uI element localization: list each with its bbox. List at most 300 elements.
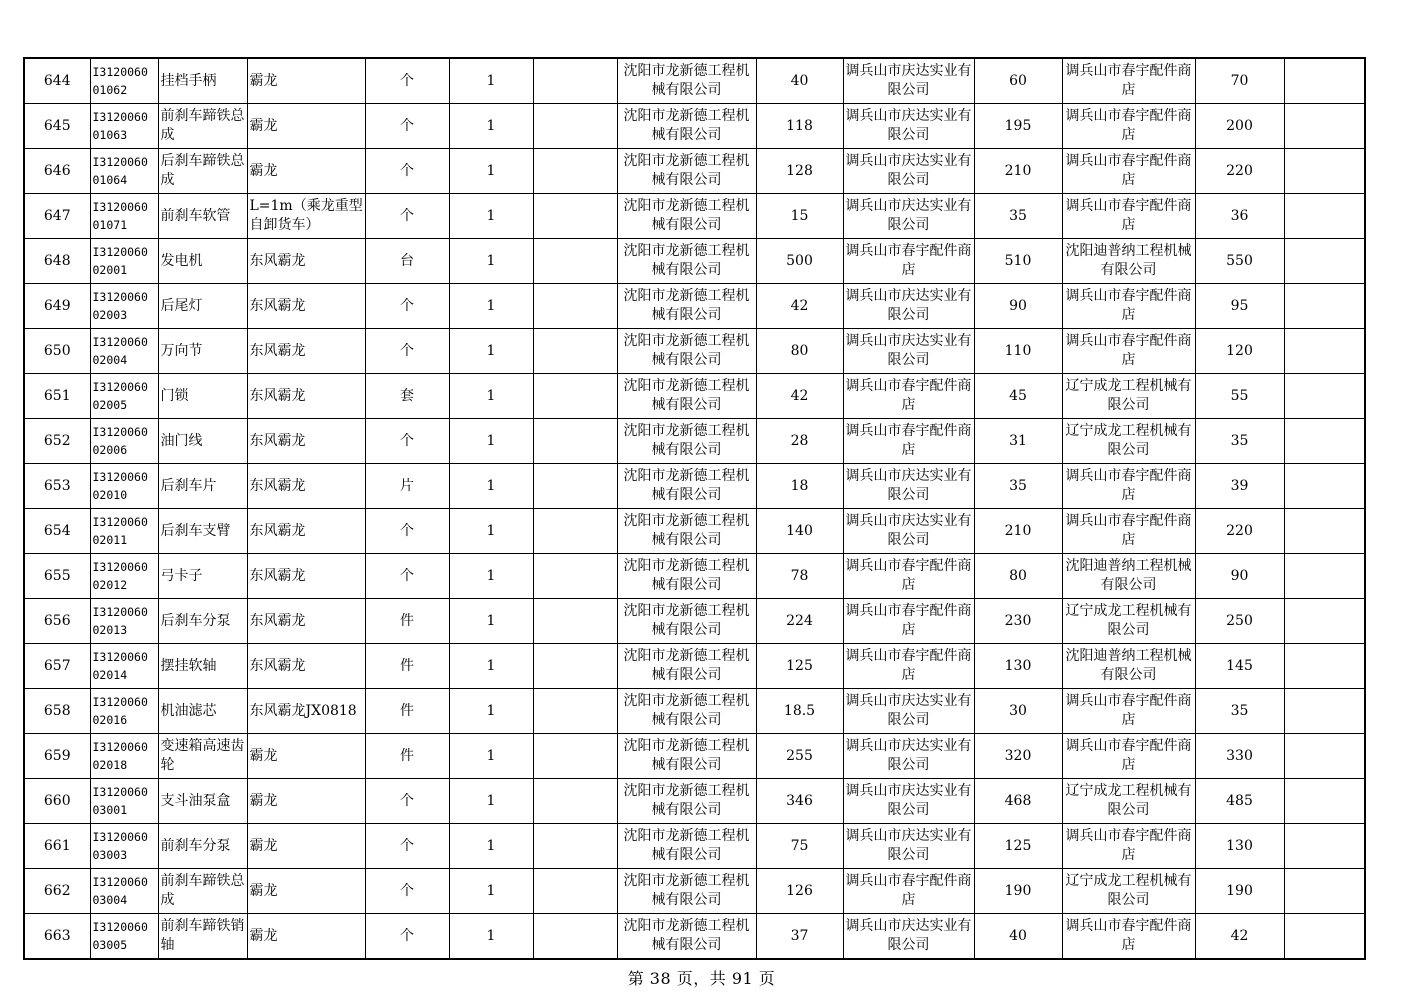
remark-cell: [1284, 464, 1365, 509]
blank-cell: [533, 644, 617, 689]
supplier-3-cell: 辽宁成龙工程机械有限公司: [1062, 419, 1195, 464]
table-row: [24, 824, 1365, 869]
unit-cell: 件: [365, 644, 449, 689]
quantity-cell: 1: [449, 329, 533, 374]
blank-cell: [533, 689, 617, 734]
supplier-1-cell: 沈阳市龙新德工程机械有限公司: [617, 779, 756, 824]
model-cell: 霸龙: [247, 734, 365, 779]
price-1-cell: 80: [756, 329, 843, 374]
price-2-cell: 31: [974, 419, 1062, 464]
remark-cell: [1284, 239, 1365, 284]
table-row: [24, 914, 1365, 960]
item-code-cell: I3120060 03003: [90, 824, 158, 869]
row-number-cell: 647: [24, 194, 90, 239]
supplier-3-cell: 调兵山市春宇配件商店: [1062, 824, 1195, 869]
remark-cell: [1284, 599, 1365, 644]
price-1-cell: 125: [756, 644, 843, 689]
price-1-cell: 118: [756, 104, 843, 149]
table-row: [24, 689, 1365, 734]
row-number-cell: 655: [24, 554, 90, 599]
price-3-cell: 39: [1195, 464, 1284, 509]
price-3-cell: 70: [1195, 58, 1284, 104]
blank-cell: [533, 329, 617, 374]
unit-cell: 个: [365, 419, 449, 464]
price-3-cell: 190: [1195, 869, 1284, 914]
supplier-1-cell: 沈阳市龙新德工程机械有限公司: [617, 824, 756, 869]
price-2-cell: 90: [974, 284, 1062, 329]
price-3-cell: 130: [1195, 824, 1284, 869]
model-cell: 东风霸龙: [247, 374, 365, 419]
model-cell: 东风霸龙: [247, 419, 365, 464]
price-3-cell: 42: [1195, 914, 1284, 960]
price-3-cell: 36: [1195, 194, 1284, 239]
item-name-cell: 前刹车蹄铁总成: [158, 869, 247, 914]
quantity-cell: 1: [449, 149, 533, 194]
supplier-1-cell: 沈阳市龙新德工程机械有限公司: [617, 734, 756, 779]
unit-cell: 个: [365, 509, 449, 554]
price-3-cell: 90: [1195, 554, 1284, 599]
supplier-3-cell: 调兵山市春宇配件商店: [1062, 194, 1195, 239]
supplier-2-cell: 调兵山市庆达实业有限公司: [843, 914, 974, 960]
blank-cell: [533, 194, 617, 239]
price-1-cell: 28: [756, 419, 843, 464]
model-cell: 东风霸龙: [247, 284, 365, 329]
remark-cell: [1284, 554, 1365, 599]
item-code-cell: I3120060 02013: [90, 599, 158, 644]
supplier-2-cell: 调兵山市庆达实业有限公司: [843, 58, 974, 104]
price-1-cell: 500: [756, 239, 843, 284]
remark-cell: [1284, 194, 1365, 239]
price-3-cell: 220: [1195, 509, 1284, 554]
supplier-3-cell: 辽宁成龙工程机械有限公司: [1062, 599, 1195, 644]
price-comparison-table: [23, 57, 1366, 960]
supplier-1-cell: 沈阳市龙新德工程机械有限公司: [617, 914, 756, 960]
supplier-2-cell: 调兵山市庆达实业有限公司: [843, 509, 974, 554]
unit-cell: 个: [365, 194, 449, 239]
price-3-cell: 330: [1195, 734, 1284, 779]
row-number-cell: 644: [24, 58, 90, 104]
price-1-cell: 140: [756, 509, 843, 554]
item-code-cell: I3120060 01064: [90, 149, 158, 194]
supplier-3-cell: 调兵山市春宇配件商店: [1062, 464, 1195, 509]
price-3-cell: 250: [1195, 599, 1284, 644]
model-cell: 霸龙: [247, 104, 365, 149]
remark-cell: [1284, 419, 1365, 464]
supplier-3-cell: 辽宁成龙工程机械有限公司: [1062, 374, 1195, 419]
table-row: [24, 599, 1365, 644]
row-number-cell: 659: [24, 734, 90, 779]
row-number-cell: 645: [24, 104, 90, 149]
supplier-1-cell: 沈阳市龙新德工程机械有限公司: [617, 554, 756, 599]
price-1-cell: 42: [756, 374, 843, 419]
price-2-cell: 210: [974, 509, 1062, 554]
item-code-cell: I3120060 02016: [90, 689, 158, 734]
item-name-cell: 前刹车蹄铁销轴: [158, 914, 247, 960]
model-cell: 霸龙: [247, 914, 365, 960]
quantity-cell: 1: [449, 104, 533, 149]
price-2-cell: 510: [974, 239, 1062, 284]
supplier-2-cell: 调兵山市春宇配件商店: [843, 419, 974, 464]
supplier-1-cell: 沈阳市龙新德工程机械有限公司: [617, 58, 756, 104]
item-code-cell: I3120060 03001: [90, 779, 158, 824]
price-2-cell: 60: [974, 58, 1062, 104]
table-row: [24, 419, 1365, 464]
row-number-cell: 654: [24, 509, 90, 554]
quantity-cell: 1: [449, 58, 533, 104]
blank-cell: [533, 914, 617, 960]
table-row: [24, 554, 1365, 599]
price-2-cell: 110: [974, 329, 1062, 374]
table-row: [24, 194, 1365, 239]
price-1-cell: 18.5: [756, 689, 843, 734]
blank-cell: [533, 734, 617, 779]
supplier-3-cell: 沈阳迪普纳工程机械有限公司: [1062, 644, 1195, 689]
blank-cell: [533, 149, 617, 194]
table-row: [24, 149, 1365, 194]
supplier-1-cell: 沈阳市龙新德工程机械有限公司: [617, 329, 756, 374]
supplier-1-cell: 沈阳市龙新德工程机械有限公司: [617, 194, 756, 239]
table-row: [24, 239, 1365, 284]
unit-cell: 套: [365, 374, 449, 419]
table-row: [24, 104, 1365, 149]
price-2-cell: 80: [974, 554, 1062, 599]
price-3-cell: 55: [1195, 374, 1284, 419]
supplier-3-cell: 调兵山市春宇配件商店: [1062, 58, 1195, 104]
row-number-cell: 658: [24, 689, 90, 734]
supplier-2-cell: 调兵山市庆达实业有限公司: [843, 149, 974, 194]
price-3-cell: 145: [1195, 644, 1284, 689]
row-number-cell: 649: [24, 284, 90, 329]
row-number-cell: 663: [24, 914, 90, 960]
price-1-cell: 15: [756, 194, 843, 239]
supplier-2-cell: 调兵山市庆达实业有限公司: [843, 689, 974, 734]
supplier-1-cell: 沈阳市龙新德工程机械有限公司: [617, 284, 756, 329]
item-name-cell: 油门线: [158, 419, 247, 464]
blank-cell: [533, 824, 617, 869]
quantity-cell: 1: [449, 194, 533, 239]
item-name-cell: 前刹车分泵: [158, 824, 247, 869]
unit-cell: 个: [365, 284, 449, 329]
quantity-cell: 1: [449, 644, 533, 689]
supplier-2-cell: 调兵山市庆达实业有限公司: [843, 734, 974, 779]
item-name-cell: 门锁: [158, 374, 247, 419]
item-code-cell: I3120060 01062: [90, 58, 158, 104]
supplier-1-cell: 沈阳市龙新德工程机械有限公司: [617, 644, 756, 689]
price-2-cell: 468: [974, 779, 1062, 824]
price-1-cell: 42: [756, 284, 843, 329]
quantity-cell: 1: [449, 914, 533, 960]
row-number-cell: 662: [24, 869, 90, 914]
price-2-cell: 35: [974, 194, 1062, 239]
supplier-1-cell: 沈阳市龙新德工程机械有限公司: [617, 374, 756, 419]
price-1-cell: 346: [756, 779, 843, 824]
price-1-cell: 78: [756, 554, 843, 599]
price-2-cell: 30: [974, 689, 1062, 734]
unit-cell: 个: [365, 104, 449, 149]
blank-cell: [533, 374, 617, 419]
model-cell: 东风霸龙: [247, 554, 365, 599]
model-cell: 霸龙: [247, 149, 365, 194]
quantity-cell: 1: [449, 419, 533, 464]
supplier-2-cell: 调兵山市庆达实业有限公司: [843, 194, 974, 239]
quantity-cell: 1: [449, 509, 533, 554]
unit-cell: 片: [365, 464, 449, 509]
supplier-2-cell: 调兵山市春宇配件商店: [843, 554, 974, 599]
item-name-cell: 后刹车分泵: [158, 599, 247, 644]
row-number-cell: 657: [24, 644, 90, 689]
supplier-3-cell: 调兵山市春宇配件商店: [1062, 284, 1195, 329]
supplier-3-cell: 辽宁成龙工程机械有限公司: [1062, 779, 1195, 824]
model-cell: 东风霸龙: [247, 509, 365, 554]
supplier-2-cell: 调兵山市春宇配件商店: [843, 869, 974, 914]
quantity-cell: 1: [449, 464, 533, 509]
unit-cell: 个: [365, 779, 449, 824]
row-number-cell: 646: [24, 149, 90, 194]
row-number-cell: 650: [24, 329, 90, 374]
price-1-cell: 18: [756, 464, 843, 509]
item-name-cell: 弓卡子: [158, 554, 247, 599]
supplier-2-cell: 调兵山市春宇配件商店: [843, 374, 974, 419]
remark-cell: [1284, 374, 1365, 419]
model-cell: 霸龙: [247, 824, 365, 869]
supplier-1-cell: 沈阳市龙新德工程机械有限公司: [617, 599, 756, 644]
item-code-cell: I3120060 01063: [90, 104, 158, 149]
unit-cell: 个: [365, 824, 449, 869]
price-2-cell: 320: [974, 734, 1062, 779]
remark-cell: [1284, 509, 1365, 554]
supplier-2-cell: 调兵山市庆达实业有限公司: [843, 824, 974, 869]
supplier-1-cell: 沈阳市龙新德工程机械有限公司: [617, 689, 756, 734]
blank-cell: [533, 554, 617, 599]
supplier-2-cell: 调兵山市春宇配件商店: [843, 644, 974, 689]
item-code-cell: I3120060 03004: [90, 869, 158, 914]
supplier-1-cell: 沈阳市龙新德工程机械有限公司: [617, 239, 756, 284]
unit-cell: 个: [365, 914, 449, 960]
supplier-2-cell: 调兵山市庆达实业有限公司: [843, 329, 974, 374]
supplier-1-cell: 沈阳市龙新德工程机械有限公司: [617, 509, 756, 554]
supplier-3-cell: 调兵山市春宇配件商店: [1062, 104, 1195, 149]
item-name-cell: 万向节: [158, 329, 247, 374]
price-1-cell: 37: [756, 914, 843, 960]
supplier-2-cell: 调兵山市春宇配件商店: [843, 239, 974, 284]
price-3-cell: 120: [1195, 329, 1284, 374]
item-code-cell: I3120060 02006: [90, 419, 158, 464]
model-cell: 霸龙: [247, 58, 365, 104]
unit-cell: 件: [365, 599, 449, 644]
item-code-cell: I3120060 02004: [90, 329, 158, 374]
blank-cell: [533, 419, 617, 464]
table-row: [24, 779, 1365, 824]
unit-cell: 个: [365, 554, 449, 599]
model-cell: 东风霸龙: [247, 464, 365, 509]
item-code-cell: I3120060 01071: [90, 194, 158, 239]
item-code-cell: I3120060 03005: [90, 914, 158, 960]
item-code-cell: I3120060 02010: [90, 464, 158, 509]
supplier-3-cell: 调兵山市春宇配件商店: [1062, 689, 1195, 734]
blank-cell: [533, 599, 617, 644]
item-name-cell: 前刹车蹄铁总成: [158, 104, 247, 149]
model-cell: 东风霸龙: [247, 329, 365, 374]
quantity-cell: 1: [449, 869, 533, 914]
row-number-cell: 661: [24, 824, 90, 869]
quantity-cell: 1: [449, 599, 533, 644]
price-2-cell: 190: [974, 869, 1062, 914]
unit-cell: 个: [365, 869, 449, 914]
item-code-cell: I3120060 02001: [90, 239, 158, 284]
item-code-cell: I3120060 02003: [90, 284, 158, 329]
price-3-cell: 35: [1195, 689, 1284, 734]
remark-cell: [1284, 329, 1365, 374]
item-name-cell: 变速箱高速齿轮: [158, 734, 247, 779]
remark-cell: [1284, 104, 1365, 149]
item-name-cell: 后刹车蹄铁总成: [158, 149, 247, 194]
row-number-cell: 660: [24, 779, 90, 824]
remark-cell: [1284, 58, 1365, 104]
item-name-cell: 后刹车片: [158, 464, 247, 509]
table-row: [24, 464, 1365, 509]
supplier-1-cell: 沈阳市龙新德工程机械有限公司: [617, 869, 756, 914]
blank-cell: [533, 509, 617, 554]
item-name-cell: 摆挂软轴: [158, 644, 247, 689]
remark-cell: [1284, 779, 1365, 824]
table-row: [24, 374, 1365, 419]
row-number-cell: 651: [24, 374, 90, 419]
remark-cell: [1284, 914, 1365, 960]
supplier-3-cell: 调兵山市春宇配件商店: [1062, 914, 1195, 960]
quantity-cell: 1: [449, 824, 533, 869]
table-body: [24, 58, 1365, 959]
price-2-cell: 45: [974, 374, 1062, 419]
supplier-2-cell: 调兵山市庆达实业有限公司: [843, 779, 974, 824]
unit-cell: 件: [365, 734, 449, 779]
item-code-cell: I3120060 02012: [90, 554, 158, 599]
price-3-cell: 35: [1195, 419, 1284, 464]
price-1-cell: 128: [756, 149, 843, 194]
quantity-cell: 1: [449, 374, 533, 419]
row-number-cell: 652: [24, 419, 90, 464]
table-row: [24, 734, 1365, 779]
blank-cell: [533, 284, 617, 329]
price-1-cell: 75: [756, 824, 843, 869]
price-3-cell: 550: [1195, 239, 1284, 284]
supplier-2-cell: 调兵山市庆达实业有限公司: [843, 464, 974, 509]
row-number-cell: 656: [24, 599, 90, 644]
item-code-cell: I3120060 02011: [90, 509, 158, 554]
item-code-cell: I3120060 02014: [90, 644, 158, 689]
item-name-cell: 挂档手柄: [158, 58, 247, 104]
price-2-cell: 130: [974, 644, 1062, 689]
quantity-cell: 1: [449, 239, 533, 284]
price-2-cell: 40: [974, 914, 1062, 960]
quantity-cell: 1: [449, 779, 533, 824]
item-name-cell: 后尾灯: [158, 284, 247, 329]
price-2-cell: 210: [974, 149, 1062, 194]
model-cell: 东风霸龙: [247, 644, 365, 689]
remark-cell: [1284, 644, 1365, 689]
item-code-cell: I3120060 02018: [90, 734, 158, 779]
price-3-cell: 485: [1195, 779, 1284, 824]
price-2-cell: 230: [974, 599, 1062, 644]
supplier-2-cell: 调兵山市春宇配件商店: [843, 599, 974, 644]
page-footer: 第 38 页，共 91 页: [627, 969, 776, 988]
remark-cell: [1284, 869, 1365, 914]
supplier-2-cell: 调兵山市庆达实业有限公司: [843, 284, 974, 329]
supplier-1-cell: 沈阳市龙新德工程机械有限公司: [617, 419, 756, 464]
price-2-cell: 125: [974, 824, 1062, 869]
price-1-cell: 40: [756, 58, 843, 104]
price-3-cell: 200: [1195, 104, 1284, 149]
unit-cell: 个: [365, 58, 449, 104]
model-cell: 东风霸龙: [247, 239, 365, 284]
supplier-3-cell: 调兵山市春宇配件商店: [1062, 734, 1195, 779]
unit-cell: 台: [365, 239, 449, 284]
row-number-cell: 653: [24, 464, 90, 509]
table-row: [24, 509, 1365, 554]
unit-cell: 个: [365, 149, 449, 194]
supplier-2-cell: 调兵山市庆达实业有限公司: [843, 104, 974, 149]
price-1-cell: 224: [756, 599, 843, 644]
table-row: [24, 644, 1365, 689]
unit-cell: 件: [365, 689, 449, 734]
model-cell: 霸龙: [247, 779, 365, 824]
item-name-cell: 机油滤芯: [158, 689, 247, 734]
price-3-cell: 95: [1195, 284, 1284, 329]
price-1-cell: 255: [756, 734, 843, 779]
supplier-1-cell: 沈阳市龙新德工程机械有限公司: [617, 104, 756, 149]
blank-cell: [533, 58, 617, 104]
supplier-3-cell: 调兵山市春宇配件商店: [1062, 509, 1195, 554]
item-name-cell: 支斗油泵盒: [158, 779, 247, 824]
price-3-cell: 220: [1195, 149, 1284, 194]
remark-cell: [1284, 689, 1365, 734]
item-name-cell: 前刹车软管: [158, 194, 247, 239]
table-row: [24, 58, 1365, 104]
supplier-1-cell: 沈阳市龙新德工程机械有限公司: [617, 464, 756, 509]
blank-cell: [533, 104, 617, 149]
remark-cell: [1284, 149, 1365, 194]
remark-cell: [1284, 734, 1365, 779]
remark-cell: [1284, 824, 1365, 869]
table-row: [24, 329, 1365, 374]
remark-cell: [1284, 284, 1365, 329]
model-cell: 东风霸龙JX0818: [247, 689, 365, 734]
item-code-cell: I3120060 02005: [90, 374, 158, 419]
supplier-3-cell: 调兵山市春宇配件商店: [1062, 329, 1195, 374]
quantity-cell: 1: [449, 734, 533, 779]
row-number-cell: 648: [24, 239, 90, 284]
table-row: [24, 869, 1365, 914]
blank-cell: [533, 464, 617, 509]
model-cell: 东风霸龙: [247, 599, 365, 644]
supplier-3-cell: 沈阳迪普纳工程机械有限公司: [1062, 239, 1195, 284]
price-2-cell: 35: [974, 464, 1062, 509]
quantity-cell: 1: [449, 554, 533, 599]
table-row: [24, 284, 1365, 329]
blank-cell: [533, 779, 617, 824]
blank-cell: [533, 869, 617, 914]
quantity-cell: 1: [449, 689, 533, 734]
unit-cell: 个: [365, 329, 449, 374]
price-1-cell: 126: [756, 869, 843, 914]
price-2-cell: 195: [974, 104, 1062, 149]
supplier-1-cell: 沈阳市龙新德工程机械有限公司: [617, 149, 756, 194]
blank-cell: [533, 239, 617, 284]
item-name-cell: 发电机: [158, 239, 247, 284]
supplier-3-cell: 沈阳迪普纳工程机械有限公司: [1062, 554, 1195, 599]
supplier-3-cell: 调兵山市春宇配件商店: [1062, 149, 1195, 194]
quantity-cell: 1: [449, 284, 533, 329]
model-cell: L=1m（乘龙重型自卸货车）: [247, 194, 365, 239]
